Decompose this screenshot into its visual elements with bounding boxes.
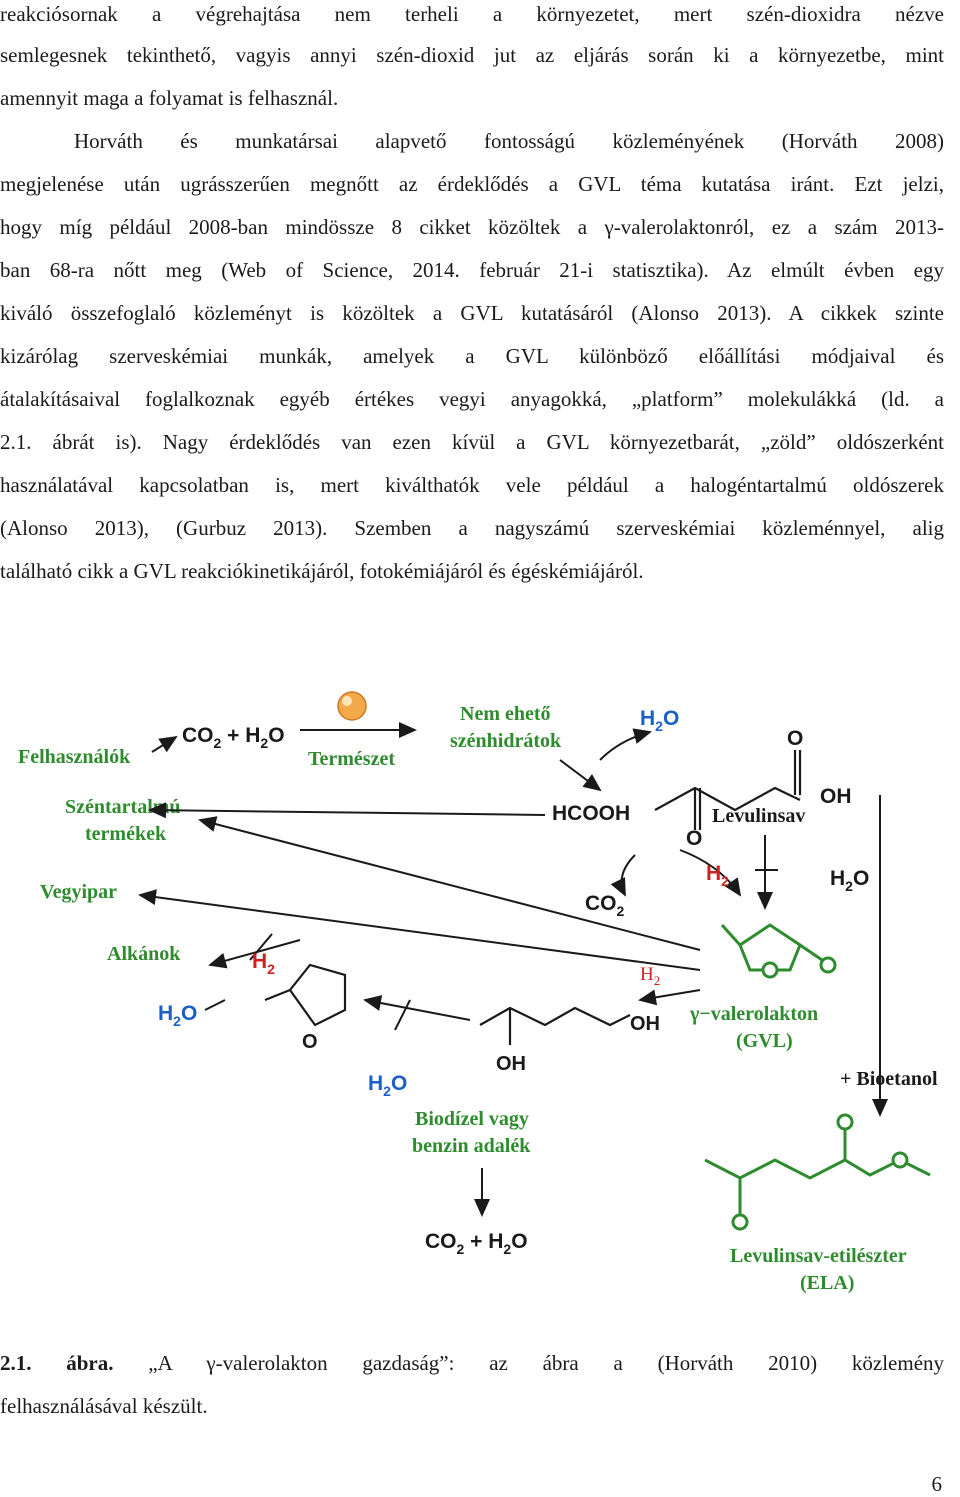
label-ela: Levulinsav-etilészter (730, 1245, 907, 1267)
mthf-structure (290, 965, 345, 1025)
text-line: található cikk a GVL reakciókinetikájáról, fotokémiájáról és égéskémiájáról. (0, 559, 644, 583)
co2-h2o-top: $CO_2 + H_2O$ (182, 724, 285, 751)
text-line: Horváth és munkatársai alapvető fontosságú közleményének (Horváth 2008) (74, 129, 944, 153)
page-number: 6 (931, 1472, 942, 1496)
co2-mid: $CO_2$ (585, 892, 625, 919)
label-alkanok: Alkánok (107, 943, 181, 965)
label-bioetanol: + Bioetanol (840, 1068, 938, 1090)
arrow-gvl-pentanediol (640, 990, 700, 1000)
atom-o: O (686, 827, 703, 850)
text-line: hogy míg például 2008-ban mindössze 8 cikket közöltek a γ-valerolaktonról, ez a szám 2013- (0, 215, 944, 239)
text-line: kiváló összefoglaló közleményt is közöltek a GVL kutatásáról (Alonso 2013). A cikkek szinte (0, 301, 944, 325)
h2-small-red: $H_2$ (640, 964, 661, 988)
label-levulinsav: Levulinsav (712, 805, 806, 827)
label-ela-abbr: (ELA) (800, 1272, 855, 1294)
co2-h2o-bottom: $CO_2 + H_2O$ (425, 1230, 528, 1257)
text-line: (Alonso 2013), (Gurbuz 2013). Szemben a nagyszámú szerveskémiai közleménnyel, alig (0, 516, 944, 540)
text-line: ban 68-ra nőtt meg (Web of Science, 2014. február 21-i statisztika). Az elmúlt évben egy (0, 258, 944, 282)
label-szenhidratok: szénhidrátok (450, 730, 562, 752)
label-gvl-abbr: (GVL) (736, 1030, 793, 1052)
label-hcooh: HCOOH (552, 802, 631, 825)
arrow-gvl-szentartalmu (200, 820, 703, 950)
atom-o: O (787, 727, 804, 750)
arrow-carb-hcooh (560, 760, 600, 790)
text-line: semlegesnek tekinthető, vagyis annyi szén-dioxid jut az eljárás során ki a környezetbe, mint (0, 43, 944, 67)
pentanediol-structure (480, 1008, 630, 1025)
text-line: amennyit maga a folyamat is felhasznál. (0, 86, 339, 110)
label-gvl: γ−valerolakton (690, 1003, 819, 1025)
h2o-bottom: $H_2O$ (368, 1072, 408, 1099)
h2o-left: $H_2O$ (158, 1002, 198, 1029)
atom-o-mthf: O (302, 1031, 318, 1053)
arrow-felhasznalok-co2 (152, 737, 176, 752)
h2o-top: $H_2O$ (640, 707, 680, 734)
label-termekek: termékek (85, 823, 167, 845)
sun-icon (338, 692, 366, 720)
label-biodizel: Biodízel vagy (415, 1108, 529, 1130)
label-vegyipar: Vegyipar (40, 881, 118, 903)
text-line: reakciósornak a végrehajtása nem terheli a környezetet, mert szén-dioxidra nézve (0, 2, 944, 26)
arrow-h2o-release (600, 732, 650, 760)
figure-caption-cont: felhasználásával készült. (0, 1394, 208, 1418)
atom-oh-pentanediol: OH (630, 1013, 660, 1035)
figure-caption (0, 1349, 944, 1377)
arrow-pentanol-mthf (365, 1000, 470, 1020)
label-benzin: benzin adalék (412, 1135, 531, 1157)
arrow-hcooh-co2 (622, 855, 635, 895)
h2-left: $H_2$ (252, 950, 275, 977)
text-line: használatával kapcsolatban is, mert kiválthatók vele például a halogéntartalmú oldószerek (0, 473, 944, 497)
text-line: 2.1. ábrát is). Nagy érdeklődés van ezen kívül a GVL környezetbarát, „zöld” oldószerként (0, 430, 944, 454)
arrow-hcooh-vegyipar (150, 810, 545, 815)
label-felhasznalok: Felhasználók (18, 746, 131, 768)
text-line: kizárólag szerveskémiai munkák, amelyek a GVL különböző előállítási módjaival és (0, 344, 944, 368)
atom-oh: OH (820, 785, 852, 808)
label-termeszet: Természet (308, 748, 395, 770)
gvl-economy-diagram (0, 670, 960, 1310)
atom-oh-pentanol: OH (496, 1053, 526, 1075)
h2-red: $H_2$ (706, 862, 729, 889)
text-line: megjelenése után ugrásszerűen megnőtt az érdeklődés a GVL téma kutatása iránt. Ezt jelzi, (0, 172, 944, 196)
h2o-right: $H_2O$ (830, 867, 870, 894)
label-nem-eheto: Nem ehető (460, 703, 551, 725)
caption-text: „A γ-valerolakton gazdaság”: az ábra a (Horváth 2010) közlemény (148, 1351, 945, 1375)
label-szentartalmu: Széntartalmú (65, 796, 181, 818)
text-line: átalakításaival foglalkoznak egyéb értékes vegyi anyagokká, „platform” molekulákká (ld. a (0, 387, 944, 411)
caption-label: 2.1. ábra. (0, 1351, 114, 1375)
